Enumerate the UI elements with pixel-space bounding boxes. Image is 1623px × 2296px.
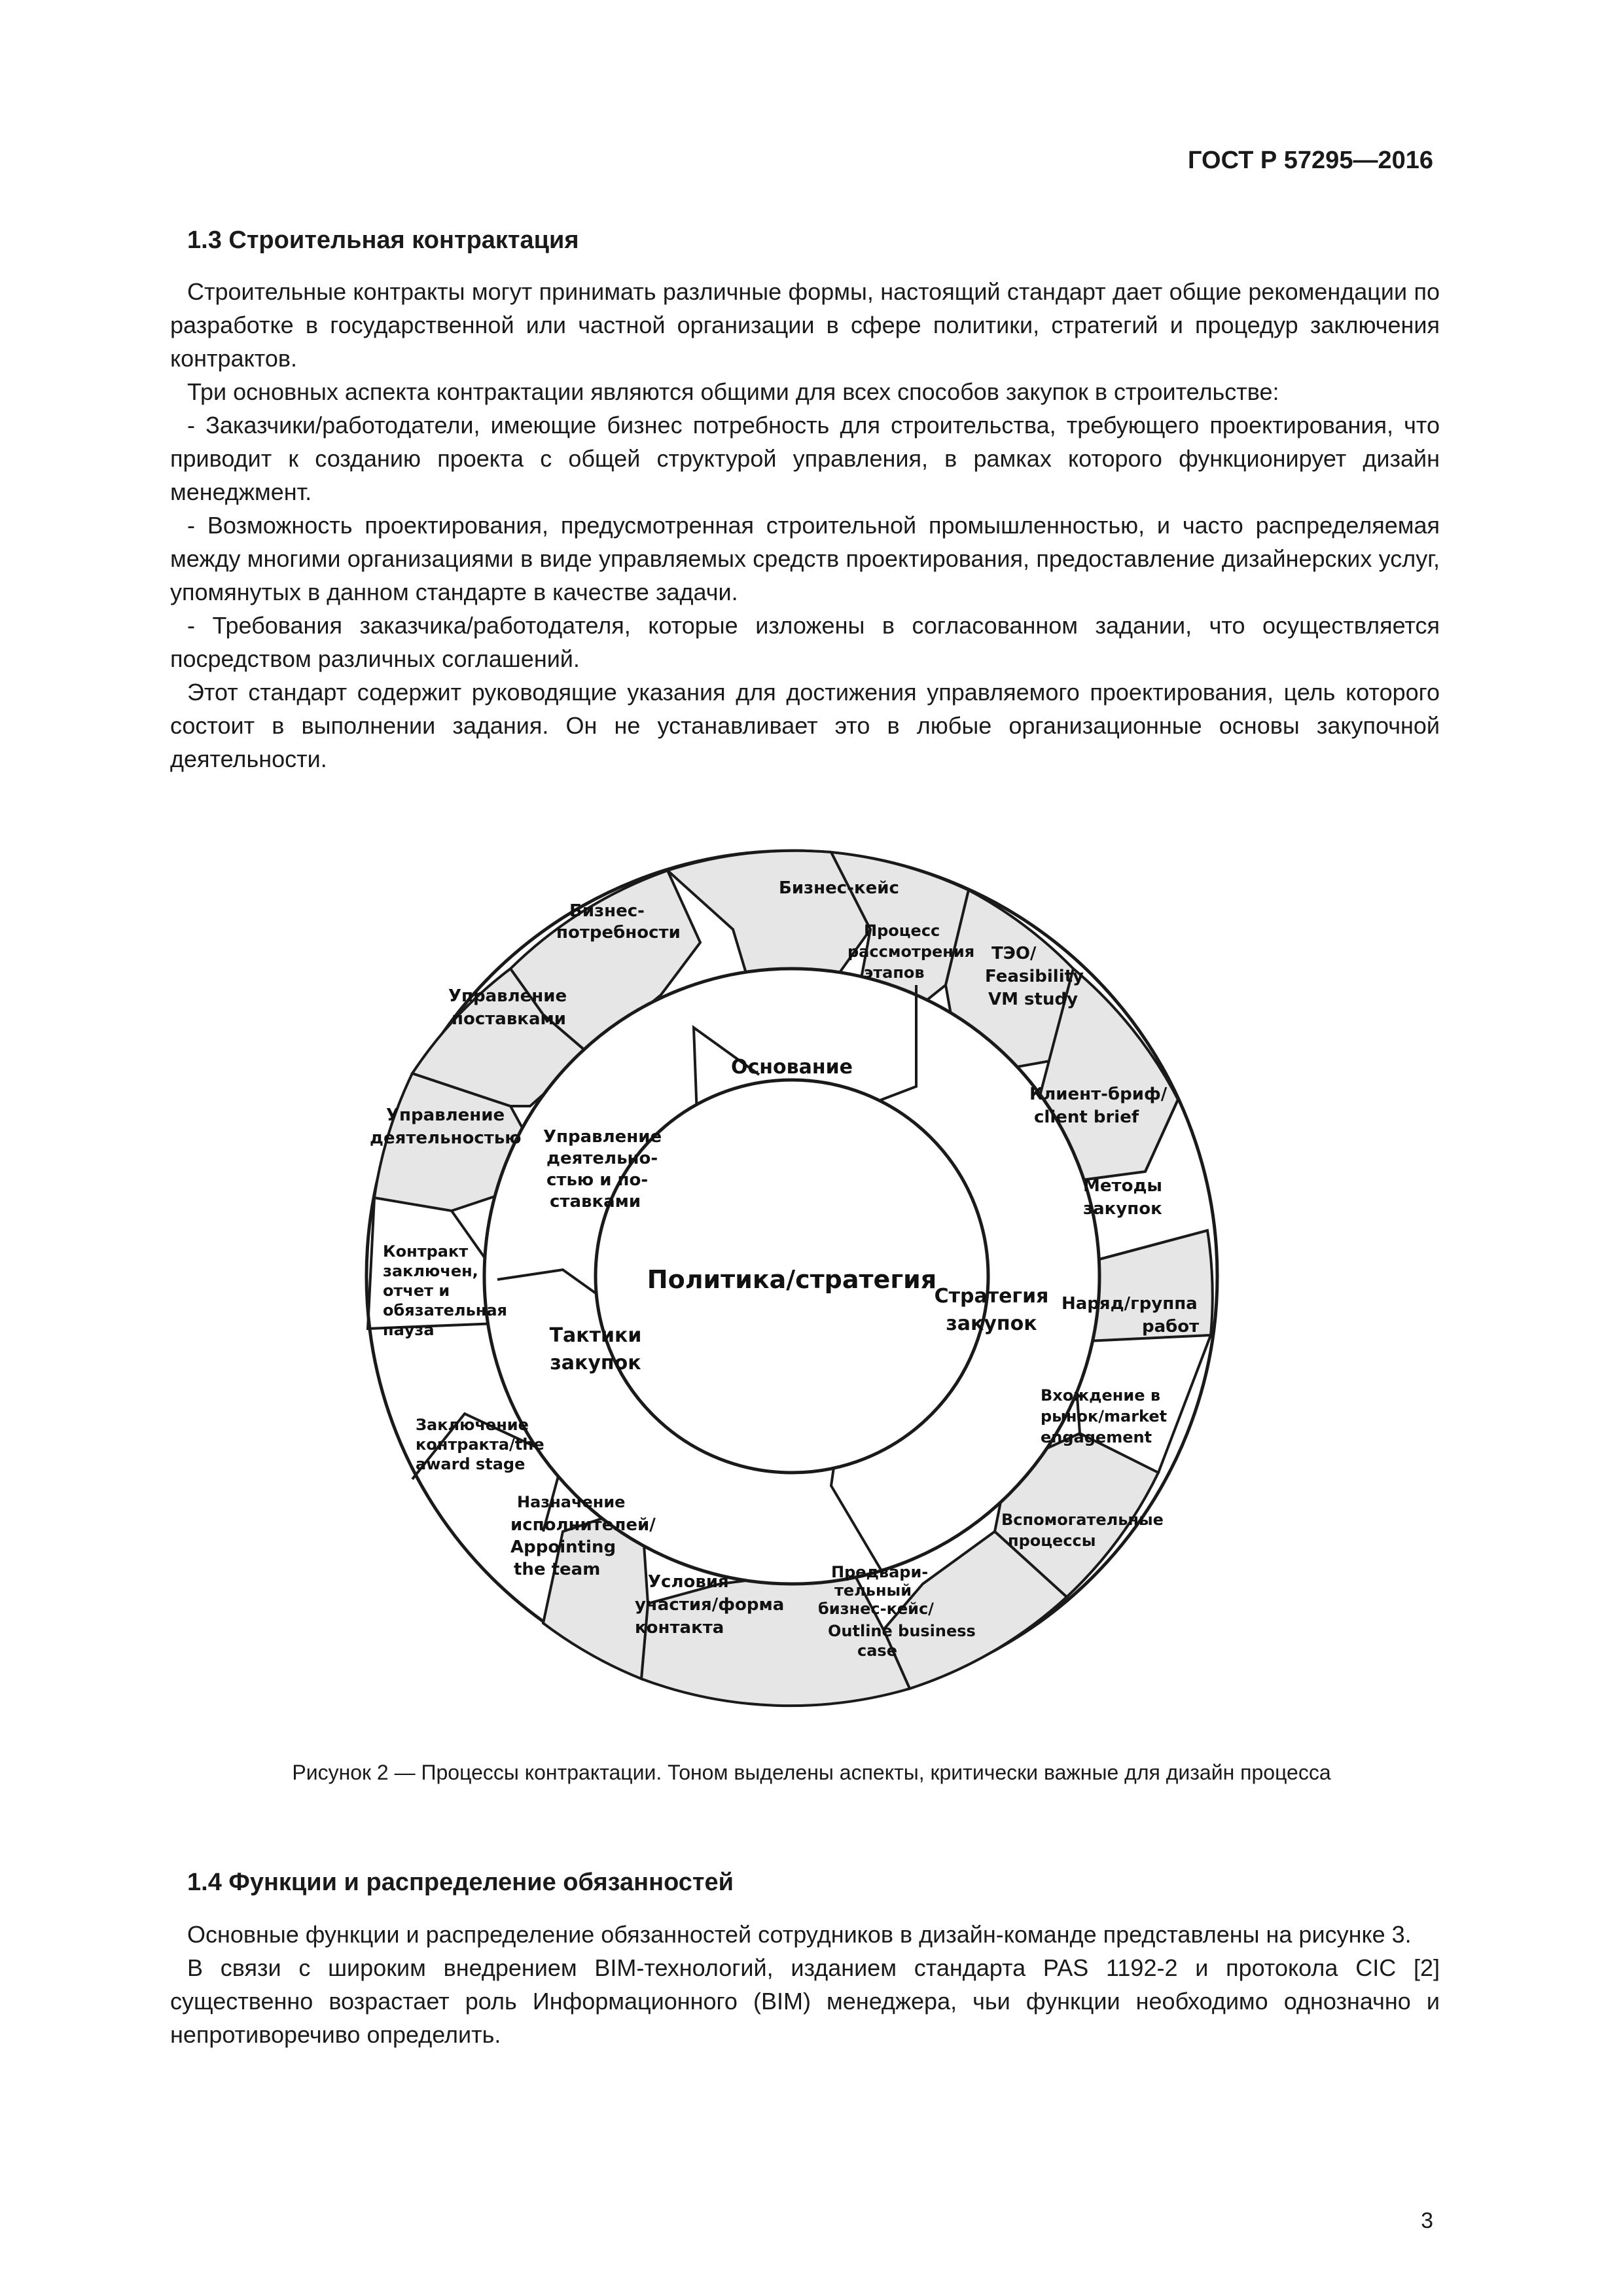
label-methods-2: закупок <box>1083 1199 1162 1219</box>
label-support-1: Вспомогательные <box>1001 1511 1164 1529</box>
label-strategy-1: Стратегия <box>934 1285 1049 1308</box>
label-tactics-1: Тактики <box>549 1324 642 1347</box>
paragraph: - Требования заказчика/работодателя, которые изложены в согласованном задании, что осуществляется посредством различных соглашений. <box>170 612 1440 672</box>
paragraph: - Заказчики/работодатели, имеющие бизнес потребность для строительства, требующего проектирования, что приводит к созданию проекта с общей структурой управления, в рамках которого функционирует дизайн менеджмент. <box>170 412 1440 505</box>
label-outline-3: бизнес-кейс/ <box>818 1600 934 1618</box>
label-appointing-2: исполнителей/ <box>510 1515 656 1535</box>
label-methods-1: Методы <box>1083 1176 1162 1196</box>
label-mgmt-3: стью и по- <box>546 1170 649 1190</box>
label-market-3: engagement <box>1041 1428 1152 1446</box>
document-code: ГОСТ Р 57295—2016 <box>1188 147 1433 174</box>
label-brief-2: client brief <box>1034 1107 1139 1127</box>
paragraph: Основные функции и распределение обязанностей сотрудников в дизайн-команде представлены на рисунке 3. <box>187 1921 1412 1948</box>
label-appointing-3: Appointing <box>510 1537 616 1557</box>
label-outline-1: Предвари- <box>831 1563 929 1581</box>
contracting-process-figure <box>334 818 1250 1734</box>
label-appointing-4: the team <box>514 1560 601 1579</box>
center-label: Политика/стратегия <box>647 1265 937 1294</box>
label-award-3: award stage <box>416 1455 526 1473</box>
paragraph: В связи с широким внедрением BIM-технологий, изданием стандарта PAS 1192-2 и протокола CIC [2] существенно возрастает роль Информационного (BIM) менеджера, чьи функции необходимо однозначно и непротиворечиво определить. <box>170 1954 1440 2048</box>
label-mgmt-1: Управление <box>543 1127 662 1147</box>
label-biz-needs-2: потребности <box>556 923 681 942</box>
label-mgmt-2: деятельно- <box>546 1149 658 1168</box>
label-market-2: рынок/market <box>1041 1407 1168 1426</box>
paragraph: Три основных аспекта контрактации являются общими для всех способов закупок в строительстве: <box>187 378 1279 405</box>
label-biz-case: Бизнес-кейс <box>779 878 899 898</box>
label-supply-1: Управление <box>448 986 567 1006</box>
paragraph: - Возможность проектирования, предусмотренная строительной промышленностью, и часто распределяемая между многими организациями в виде управляемых средств проектирования, предоставление дизайнерских услуг, упомянутых в данном стандарте в качестве задачи. <box>170 512 1440 605</box>
label-pause-5: пауза <box>383 1321 435 1339</box>
label-teo-3: VM study <box>988 990 1079 1009</box>
page-number: 3 <box>1421 2208 1433 2233</box>
label-appointing-1: Назначение <box>517 1493 626 1511</box>
paragraph: Этот стандарт содержит руководящие указания для достижения управляемого проектирования, цель которого состоит в выполнении задания. Он не устанавливает это в любые организационные основы закупочной деятельности. <box>170 679 1440 772</box>
label-conditions-3: контакта <box>635 1618 724 1638</box>
label-award-2: контракта/the <box>416 1435 544 1454</box>
label-activity-1: Управление <box>386 1105 505 1125</box>
label-outline-5: case <box>857 1641 897 1660</box>
label-work-order-2: работ <box>1142 1317 1200 1336</box>
label-osnovanie: Основание <box>731 1056 853 1079</box>
figure-caption: Рисунок 2 — Процессы контрактации. Тоном выделены аспекты, критически важные для дизайн процесса <box>292 1761 1331 1784</box>
label-biz-needs-1: Бизнес- <box>569 901 645 921</box>
label-pause-4: обязательная <box>383 1301 507 1319</box>
label-conditions-2: участия/форма <box>635 1595 785 1615</box>
label-teo-2: Feasibility <box>985 967 1084 986</box>
label-stage-1: Процесс <box>864 922 940 940</box>
label-support-2: процессы <box>1008 1532 1096 1550</box>
label-teo-1: ТЭО/ <box>991 944 1037 963</box>
label-pause-2: заключен, <box>383 1262 478 1280</box>
label-tactics-2: закупок <box>550 1352 641 1374</box>
label-mgmt-4: ставками <box>550 1192 641 1211</box>
label-activity-2: деятельностью <box>370 1128 522 1148</box>
label-award-1: Заключение <box>416 1416 529 1434</box>
label-pause-1: Контракт <box>383 1242 469 1261</box>
label-stage-2: рассмотрения <box>847 942 975 961</box>
label-supply-2: поставками <box>452 1009 566 1029</box>
label-outline-4: Outline business <box>828 1622 976 1640</box>
label-stage-3: этапов <box>864 963 925 982</box>
label-brief-1: Клиент-бриф/ <box>1029 1085 1168 1104</box>
paragraph: Строительные контракты могут принимать различные формы, настоящий стандарт дает общие рекомендации по разработке в государственной или частной организации в сфере политики, стратегий и процедур заключения контрактов. <box>170 278 1440 372</box>
label-strategy-2: закупок <box>946 1312 1037 1335</box>
label-pause-3: отчет и <box>383 1282 450 1300</box>
section-1-4-title: 1.4 Функции и распределение обязанностей <box>187 1869 734 1896</box>
section-1-4-text <box>170 1918 1440 2051</box>
label-outline-2: тельный <box>834 1581 912 1600</box>
label-work-order-1: Наряд/группа <box>1061 1294 1198 1314</box>
section-1-3-text <box>170 275 1440 776</box>
label-conditions-1: Условия <box>648 1572 729 1592</box>
label-market-1: Вхождение в <box>1041 1386 1161 1405</box>
section-1-3-title: 1.3 Строительная контрактация <box>187 226 579 254</box>
